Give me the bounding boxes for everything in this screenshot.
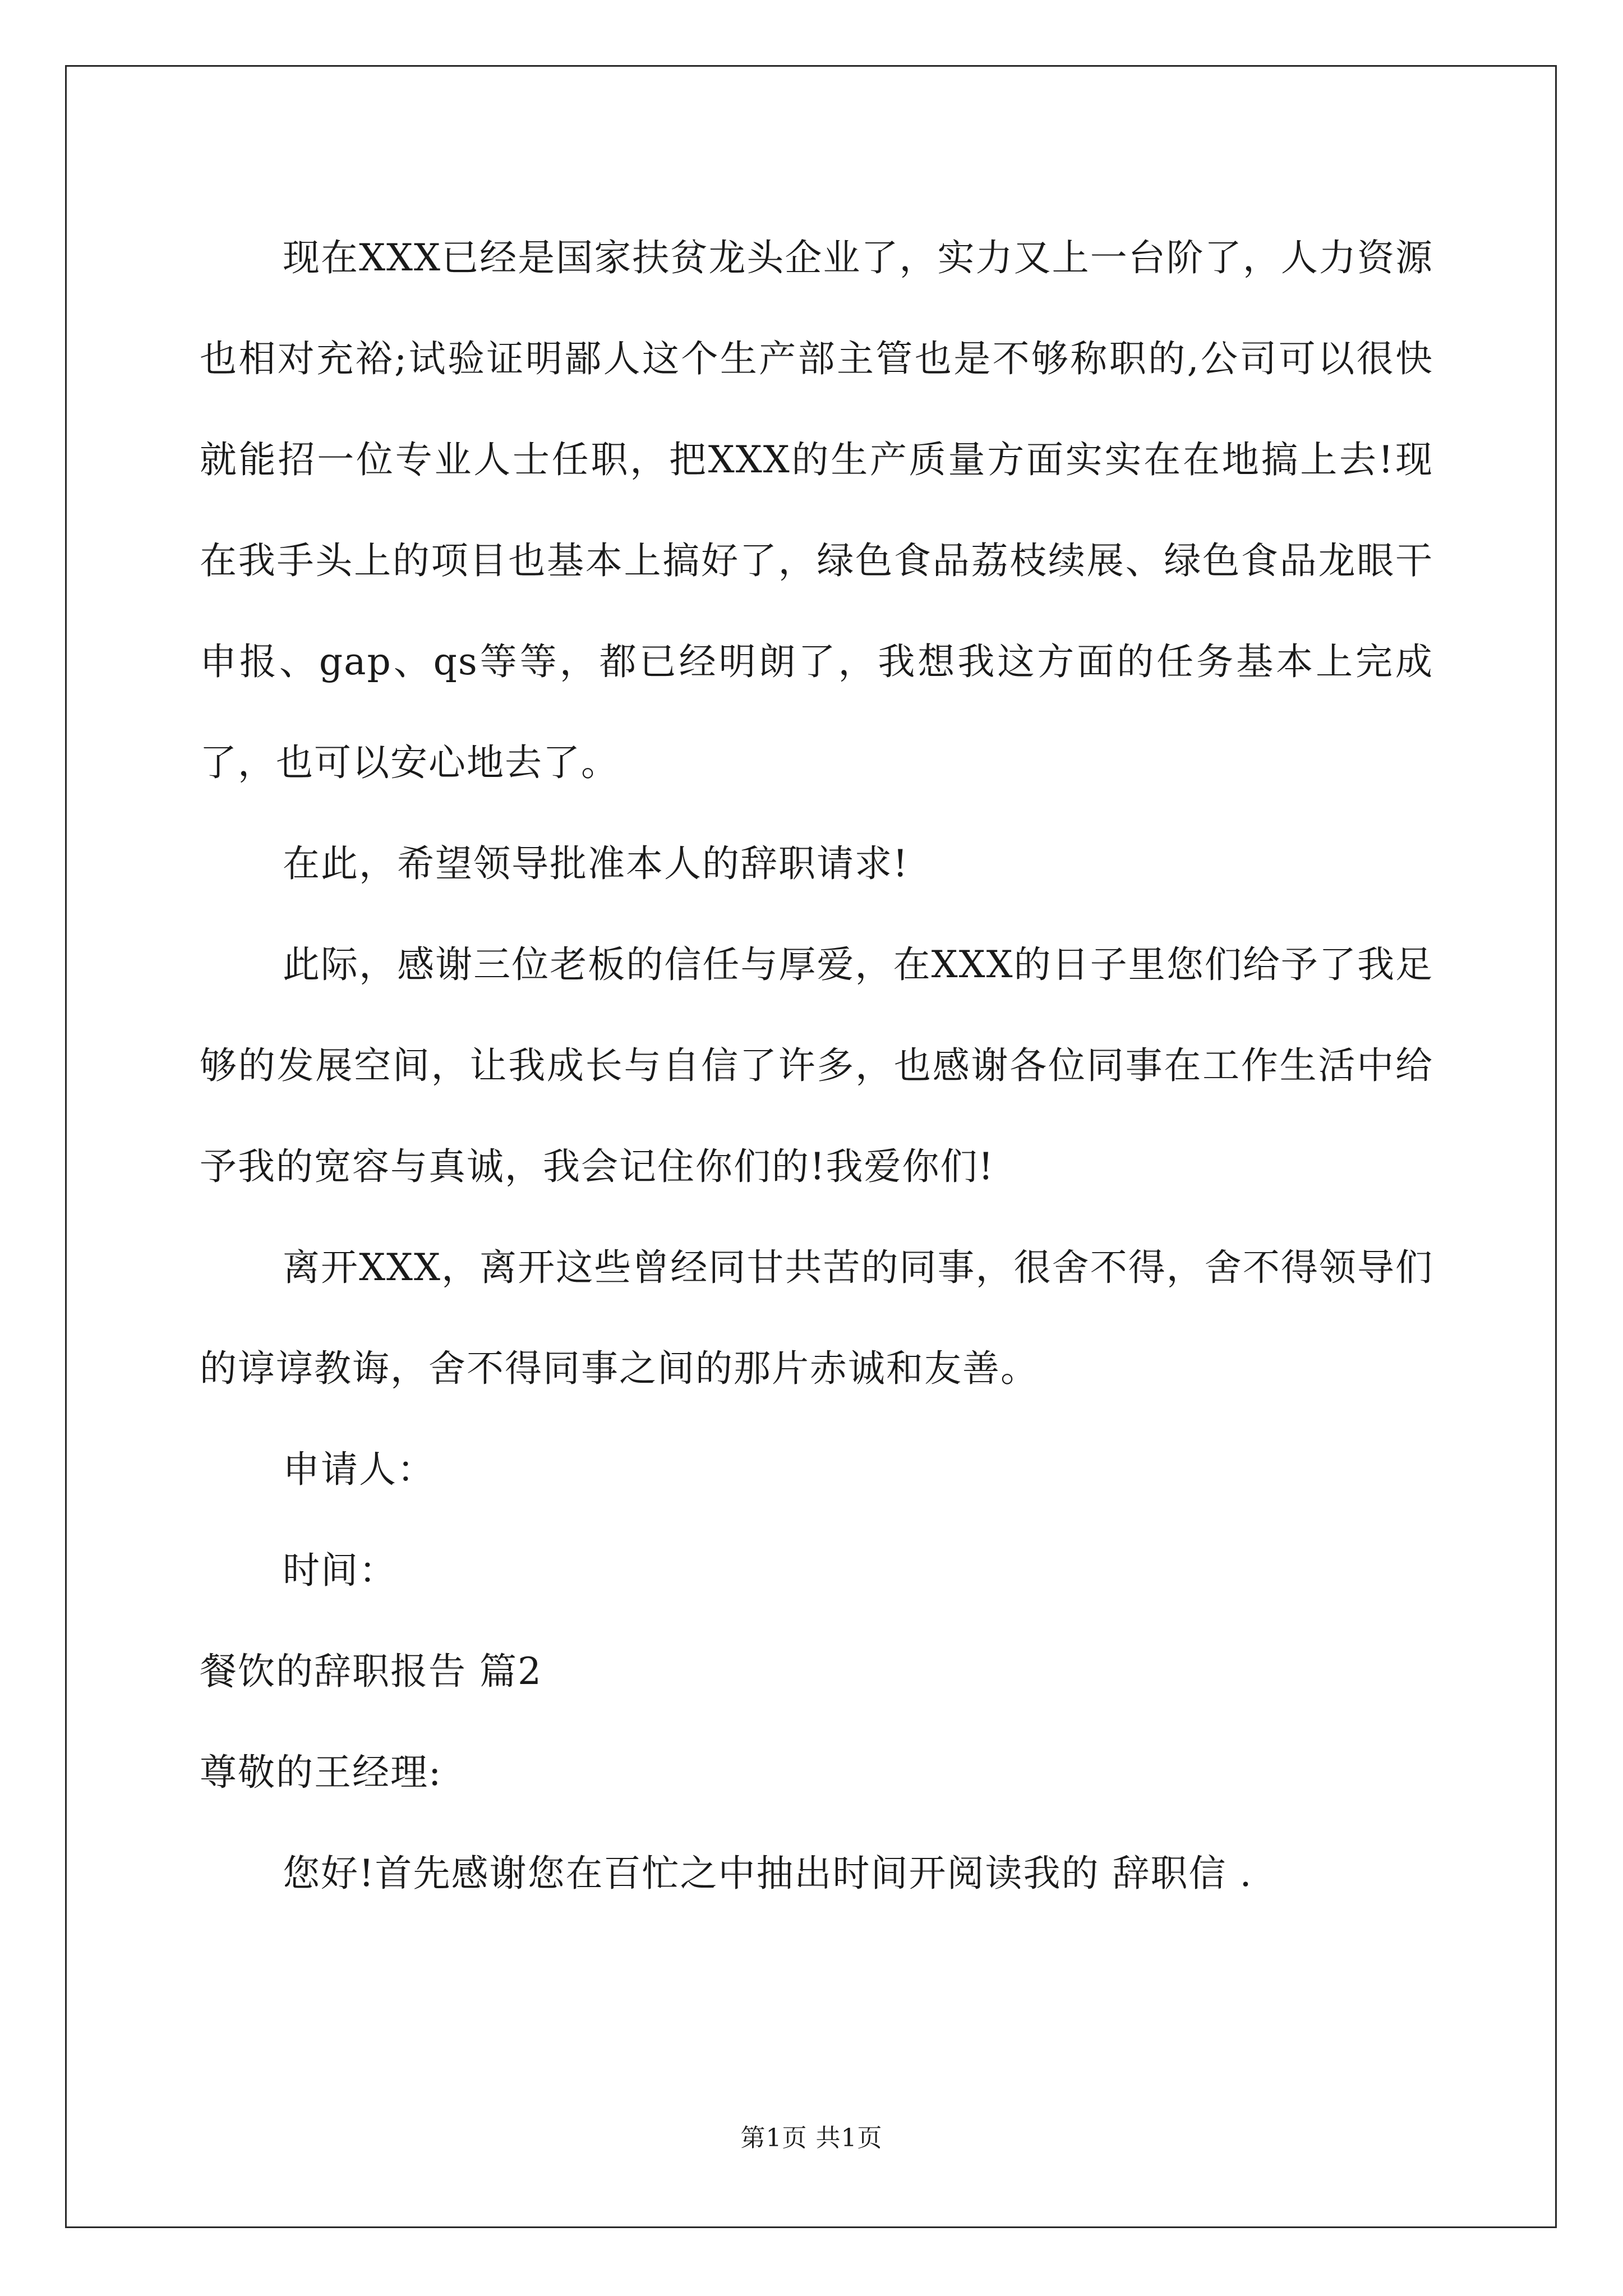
time-label: 时间： [283, 1549, 397, 1592]
applicant-label: 申请人： [283, 1448, 435, 1491]
document-body [200, 208, 1433, 1924]
paragraph-2: 在此，希望领导批准本人的辞职请求! [283, 842, 909, 885]
paragraph-1: 现在XXX已经是国家扶贫龙头企业了，实力又上一台阶了，人力资源也相对充裕;试验证明鄙人这个生产部主管也是不够称职的,公司可以很快就能招一位专业人士任职，把XXX的生产质量方面实实在在地搞上去!现在我手头上的项目也基本上搞好了，绿色食品荔枝续展、绿色食品龙眼干申报、gap、qs等等，都已经明朗了，我想我这方面的任务基本上完成了，也可以安心地去了。 [200, 236, 1433, 784]
paragraph-4: 离开XXX，离开这些曾经同甘共苦的同事，很舍不得，舍不得领导们的谆谆教诲，舍不得同事之间的那片赤诚和友善。 [200, 1246, 1433, 1390]
paragraph-3: 此际，感谢三位老板的信任与厚爱，在XXX的日子里您们给予了我足够的发展空间，让我成长与自信了许多，也感谢各位同事在工作生活中给予我的宽容与真诚，我会记住你们的!我爱你们! [200, 943, 1433, 1188]
paragraph-opening: 您好!首先感谢您在百忙之中抽出时间开阅读我的 辞职信 . [283, 1852, 1253, 1895]
salutation: 尊敬的王经理: [200, 1751, 442, 1794]
page-footer: 第1页 共1页 [740, 2124, 883, 2152]
section-heading: 餐饮的辞职报告 篇2 [200, 1650, 542, 1693]
